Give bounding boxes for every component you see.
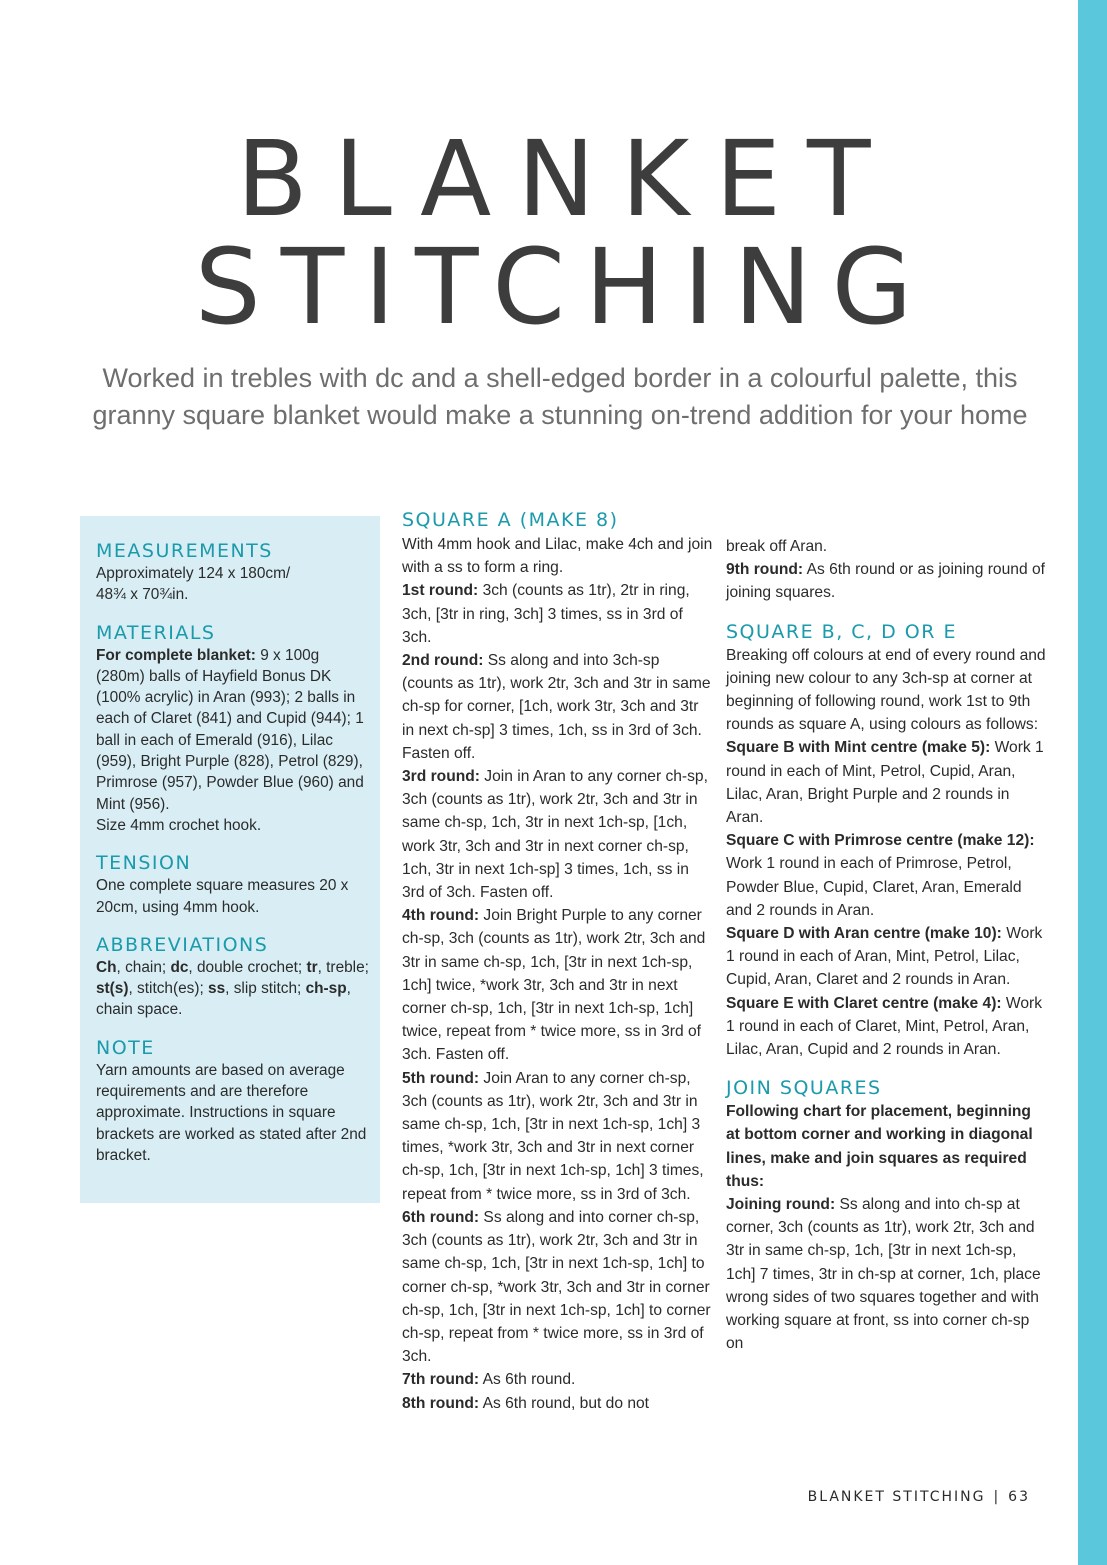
round-1-text: 3ch (counts as 1tr), 2tr in ring, 3ch, [3tr in ring, 3ch] 3 times, ss in 3rd of 3ch. — [402, 582, 690, 646]
square-c — [726, 829, 1046, 922]
square-d-text: Work 1 round in each of Aran, Mint, Petrol, Lilac, Cupid, Aran, Claret and 2 rounds in Aran. — [726, 925, 1043, 989]
abbreviations-heading: ABBREVIATIONS — [96, 933, 269, 956]
standfirst-line-2: granny square blanket would make a stunning on-trend addition for your home — [92, 400, 1028, 430]
page-title-line-2: STITCHING — [194, 226, 933, 348]
square-a-heading: SQUARE A (MAKE 8) — [402, 509, 619, 531]
square-b-label: Square B with Mint centre (make 5): — [726, 739, 991, 757]
round-6-label: 6th round: — [402, 1208, 480, 1226]
round-9-text: As 6th round or as joining round of joining squares. — [726, 561, 1045, 602]
round-8 — [402, 1392, 714, 1415]
round-8-label: 8th round: — [402, 1394, 480, 1412]
footer-section-title: BLANKET STITCHING — [807, 1489, 986, 1505]
abbr-tr-def: , treble; — [317, 958, 369, 976]
square-e-label: Square E with Claret centre (make 4): — [726, 994, 1002, 1012]
abbreviations-text — [96, 957, 372, 1021]
note-heading: NOTE — [96, 1036, 155, 1059]
materials-section — [96, 622, 372, 837]
tension-text: One complete square measures 20 x 20cm, using 4mm hook. — [96, 877, 349, 916]
page-number: 63 — [1008, 1489, 1030, 1505]
abbr-chsp: ch-sp — [305, 980, 347, 998]
round-6-text: Ss along and into corner ch-sp, 3ch (counts as 1tr), work 2tr, 3ch and 3tr in same ch-sp, 1ch, [3tr in next 1ch-sp, 1ch] to corner ch-sp, *work 3tr, 3ch and 3tr in corner ch-sp, 1ch, [3tr in next 1ch-sp, 1ch] to corner ch-sp, repeat from * twice more, ss in 3rd of 3ch. — [402, 1208, 711, 1366]
abbr-tr: tr — [306, 958, 318, 976]
square-b — [726, 736, 1046, 829]
tension-section — [96, 852, 372, 918]
join-squares-heading: JOIN SQUARES — [726, 1077, 882, 1100]
squares-and-joining-column — [726, 535, 1046, 1356]
square-a-column — [402, 509, 714, 1415]
round-3-text: Join in Aran to any corner ch-sp, 3ch (counts as 1tr), work 2tr, 3ch and 3tr in same ch-sp, 1ch, 3tr in next 1ch-sp, [1ch, work 3tr, 3ch and 3tr in next corner ch-sp, 1ch, 3tr in next 1ch-sp] 3 times, 1ch, ss in 3rd of 3ch. Fasten off. — [402, 768, 708, 902]
round-7 — [402, 1368, 714, 1391]
standfirst — [80, 360, 1040, 434]
footer-separator: | — [993, 1489, 1001, 1505]
round-3 — [402, 765, 714, 904]
square-b-text: Work 1 round in each of Mint, Petrol, Cupid, Aran, Lilac, Aran, Bright Purple and 2 rounds in Aran. — [726, 739, 1044, 827]
round-4-label: 4th round: — [402, 907, 480, 925]
square-a-intro: With 4mm hook and Lilac, make 4ch and join with a ss to form a ring. — [402, 536, 713, 577]
round-4-text: Join Bright Purple to any corner ch-sp, 3ch (counts as 1tr), work 2tr, 3ch and 3tr in same ch-sp, 1ch, [3tr in next 1ch-sp, 1ch] twice, *work 3tr, 3ch and 3tr in next corner ch-sp, 1ch, [3tr in next 1ch-sp, 1ch] twice, repeat from * twice more, ss in 3rd of 3ch. Fasten off. — [402, 907, 706, 1064]
round-2-label: 2nd round: — [402, 652, 484, 670]
round-9 — [726, 558, 1046, 604]
note-section — [96, 1037, 372, 1166]
info-sidebar — [80, 516, 380, 1203]
tension-heading: TENSION — [96, 852, 192, 875]
abbr-st: st(s) — [96, 980, 129, 998]
round-2 — [402, 649, 714, 765]
materials-body: 9 x 100g (280m) balls of Hayfield Bonus DK (100% acrylic) in Aran (993); 2 balls in each of Claret (841) and Cupid (944); 1 ball in each of Emerald (916), Lilac (959), Bright Purple (828), Petrol (829), Primrose (957), Powder Blue (960) and Mint (956). — [96, 646, 364, 813]
abbr-st-def: , stitch(es); — [128, 980, 209, 998]
page-title-line-1: BLANKET — [236, 118, 897, 240]
abbr-dc-def: , double crochet; — [188, 958, 307, 976]
materials-heading: MATERIALS — [96, 621, 216, 644]
square-e-text: Work 1 round in each of Claret, Mint, Petrol, Aran, Lilac, Aran, Cupid and 2 rounds in Aran. — [726, 994, 1043, 1059]
materials-lead: For complete blanket: — [96, 646, 256, 664]
abbr-dc: dc — [170, 958, 189, 976]
measurements-heading: MEASUREMENTS — [96, 540, 273, 562]
join-squares-lead: Following chart for placement, beginning at bottom corner and working in diagonal lines, make and join squares as required thus: — [726, 1103, 1033, 1190]
round-1-label: 1st round: — [402, 582, 479, 600]
round-5 — [402, 1067, 714, 1206]
round-2-text: Ss along and into 3ch-sp (counts as 1tr), work 2tr, 3ch and 3tr in same ch-sp for corner, [1ch, work 3tr, 3ch and 3tr in next ch-sp] 3 times, 1ch, ss in 3rd of 3ch. Fasten off. — [402, 652, 711, 762]
abbr-ch-def: , chain; — [116, 958, 171, 976]
round-3-label: 3rd round: — [402, 768, 480, 786]
square-d-label: Square D with Aran centre (make 10): — [726, 925, 1002, 943]
round-8-continued: break off Aran. — [726, 538, 828, 555]
materials-text — [96, 645, 372, 815]
round-5-label: 5th round: — [402, 1069, 480, 1087]
square-e — [726, 992, 1046, 1062]
square-c-label: Square C with Primrose centre (make 12): — [726, 832, 1035, 850]
abbr-chsp-def: , chain space. — [96, 980, 351, 1019]
measurements-section — [96, 540, 372, 606]
note-text: Yarn amounts are based on average requirements and are therefore approximate. Instructions in square brackets are worked as stated after 2nd bracket. — [96, 1061, 367, 1164]
measurements-text: Approximately 124 x 180cm/ 48¾ x 70¾in. — [96, 565, 291, 604]
round-1 — [402, 579, 714, 649]
square-d — [726, 922, 1046, 992]
joining-round-label: Joining round: — [726, 1196, 836, 1214]
standfirst-line-1: Worked in trebles with dc and a shell-edged border in a colourful palette, this — [102, 363, 1018, 393]
square-bcde-heading: SQUARE B, C, D OR E — [726, 620, 957, 643]
joining-round — [726, 1193, 1046, 1355]
round-4 — [402, 904, 714, 1066]
round-5-text: Join Aran to any corner ch-sp, 3ch (counts as 1tr), work 2tr, 3ch and 3tr in same ch-sp, 1ch, [3tr in next 1ch-sp, 1ch] 3 times, *work 3tr, 3ch and 3tr in next corner ch-sp, 1ch, [3tr in next 1ch-sp, 1ch] 3 times, repeat from * twice more, ss in 3rd of 3ch. — [402, 1069, 704, 1203]
abbr-ss: ss — [208, 980, 226, 998]
round-8-text: As 6th round, but do not — [479, 1394, 650, 1412]
round-7-label: 7th round: — [402, 1371, 480, 1389]
abbr-ss-def: , slip stitch; — [225, 980, 306, 998]
abbr-ch: Ch — [96, 958, 117, 976]
round-9-label: 9th round: — [726, 561, 804, 579]
materials-hook: Size 4mm crochet hook. — [96, 816, 262, 834]
square-c-text: Work 1 round in each of Primrose, Petrol, Powder Blue, Cupid, Claret, Aran, Emerald and 2 rounds in Aran. — [726, 855, 1022, 919]
square-bcde-intro: Breaking off colours at end of every round and joining new colour to any 3ch-sp at corner at beginning of following round, work 1st to 9th rounds as square A, using colours as follows: — [726, 646, 1046, 734]
abbreviations-section — [96, 934, 372, 1021]
joining-round-text: Ss along and into ch-sp at corner, 3ch (counts as 1tr), work 2tr, 3ch and 3tr in same ch-sp, 1ch, [3tr in next 1ch-sp, 1ch] 7 times, 3tr in ch-sp at corner, 1ch, place wrong sides of two squares together and with working square at front, ss into corner ch-sp on — [726, 1196, 1041, 1353]
round-6 — [402, 1206, 714, 1368]
page-footer — [740, 1489, 1030, 1505]
round-7-text: As 6th round. — [479, 1371, 576, 1389]
